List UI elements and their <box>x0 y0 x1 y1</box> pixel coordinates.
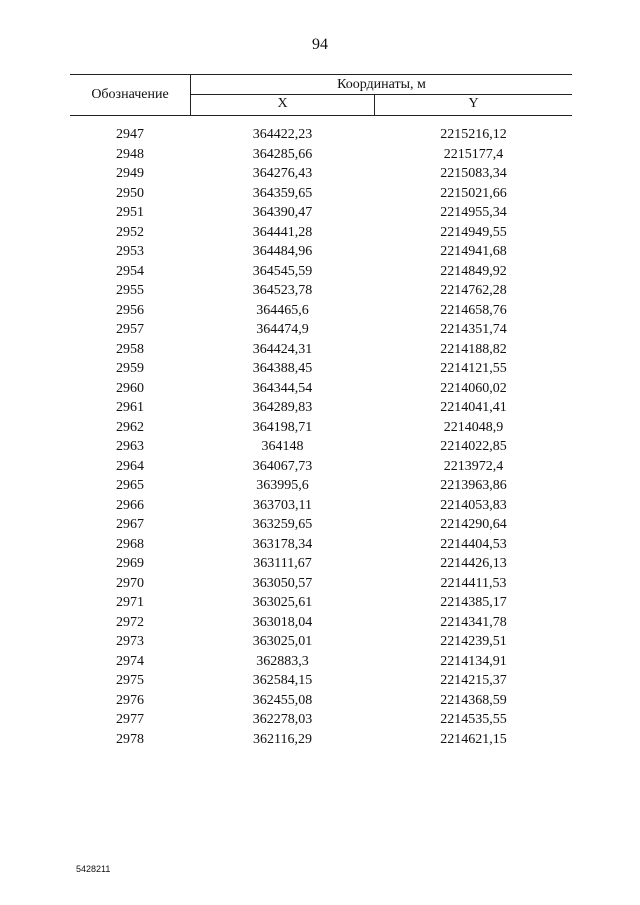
y-coordinate-cell: 2213963,86 <box>440 478 507 493</box>
point-id-cell: 2951 <box>116 205 144 220</box>
x-coordinate-cell: 364067,73 <box>252 458 313 474</box>
table-row <box>70 379 572 399</box>
table-row <box>70 359 572 379</box>
y-coordinate-cell: 2214351,74 <box>440 322 507 337</box>
page-number: 94 <box>312 36 328 53</box>
y-header: Y <box>468 96 479 111</box>
y-coordinate-cell: 2215177,4 <box>443 146 504 162</box>
y-coordinate-cell: 2214121,55 <box>440 361 507 376</box>
x-coordinate-cell: 364359,65 <box>252 185 313 201</box>
table-row <box>70 574 572 594</box>
point-id-cell: 2955 <box>116 283 144 298</box>
table-row <box>70 554 572 574</box>
x-coordinate-cell: 363025,01 <box>252 634 313 649</box>
y-coordinate-cell: 2215216,12 <box>440 127 507 142</box>
table-row <box>70 652 572 672</box>
x-coordinate-cell: 364484,96 <box>252 244 313 259</box>
table-row <box>70 535 572 555</box>
y-coordinate-cell: 2214041,41 <box>440 400 507 415</box>
x-coordinate-cell: 364545,59 <box>252 263 313 279</box>
point-id-cell: 2963 <box>116 439 144 454</box>
y-coordinate-cell: 2214239,51 <box>440 634 507 649</box>
table-row <box>70 437 572 457</box>
coordinates-table-body <box>70 125 572 749</box>
point-id-cell: 2967 <box>116 517 144 532</box>
table-row <box>70 203 572 223</box>
y-coordinate-cell: 2215021,66 <box>440 185 507 201</box>
x-coordinate-cell: 363703,11 <box>253 497 312 513</box>
table-row <box>70 476 572 496</box>
y-coordinate-cell: 2214849,92 <box>440 263 507 279</box>
point-id-cell: 2957 <box>116 322 144 337</box>
table-row <box>70 262 572 282</box>
x-coordinate-cell: 363995,6 <box>256 478 309 493</box>
y-coordinate-cell: 2214941,68 <box>440 244 507 259</box>
point-id-cell: 2948 <box>116 146 144 162</box>
x-coordinate-cell: 362584,15 <box>252 673 313 688</box>
table-row <box>70 710 572 730</box>
point-id-cell: 2956 <box>116 302 144 318</box>
table-row <box>70 320 572 340</box>
y-coordinate-cell: 2214621,15 <box>440 731 507 747</box>
y-coordinate-cell: 2214188,82 <box>440 341 507 357</box>
y-coordinate-cell: 2214060,02 <box>440 380 507 396</box>
y-coordinate-cell: 2215083,34 <box>440 166 507 181</box>
x-coordinate-cell: 364474,9 <box>256 322 309 337</box>
point-id-cell: 2947 <box>116 127 144 142</box>
x-coordinate-cell: 364390,47 <box>252 205 313 220</box>
x-coordinate-cell: 363111,67 <box>253 556 312 571</box>
table-row <box>70 691 572 711</box>
point-id-cell: 2975 <box>116 673 144 688</box>
point-id-cell: 2977 <box>116 712 144 727</box>
x-coordinate-cell: 363018,04 <box>252 614 313 630</box>
table-row <box>70 223 572 243</box>
y-coordinate-cell: 2213972,4 <box>443 458 504 474</box>
x-coordinate-cell: 362455,08 <box>252 692 313 708</box>
point-id-cell: 2959 <box>116 361 144 376</box>
point-id-cell: 2953 <box>116 244 144 259</box>
point-id-cell: 2966 <box>116 497 144 513</box>
point-id-cell: 2976 <box>116 692 144 708</box>
point-id-cell: 2958 <box>116 341 144 357</box>
x-coordinate-cell: 364424,31 <box>252 341 313 357</box>
x-coordinate-cell: 364289,83 <box>252 400 313 415</box>
point-id-cell: 2965 <box>116 478 144 493</box>
table-row <box>70 632 572 652</box>
table-row <box>70 164 572 184</box>
x-coordinate-cell: 364344,54 <box>252 380 313 396</box>
table-row <box>70 593 572 613</box>
y-coordinate-cell: 2214048,9 <box>443 419 504 435</box>
table-header <box>70 74 572 116</box>
coordinates-header: Координаты, м <box>337 77 426 92</box>
document-code: 5428211 <box>76 864 111 874</box>
point-id-cell: 2971 <box>116 595 144 610</box>
y-coordinate-cell: 2214426,13 <box>440 556 507 571</box>
point-id-cell: 2962 <box>116 419 144 435</box>
y-coordinate-cell: 2214134,91 <box>440 653 507 669</box>
x-coordinate-cell: 363050,57 <box>252 575 313 591</box>
point-id-cell: 2973 <box>116 634 144 649</box>
point-id-cell: 2978 <box>116 731 144 747</box>
table-row <box>70 242 572 262</box>
x-coordinate-cell: 364285,66 <box>252 146 313 162</box>
y-coordinate-cell: 2214955,34 <box>440 205 507 220</box>
table-row <box>70 418 572 438</box>
x-coordinate-cell: 362278,03 <box>252 712 313 727</box>
point-id-cell: 2972 <box>116 614 144 630</box>
y-coordinate-cell: 2214022,85 <box>440 439 507 454</box>
point-id-cell: 2961 <box>116 400 144 415</box>
table-row <box>70 125 572 145</box>
table-row <box>70 340 572 360</box>
table-row <box>70 398 572 418</box>
point-id-cell: 2960 <box>116 380 144 396</box>
x-coordinate-cell: 364441,28 <box>252 224 313 240</box>
x-coordinate-cell: 363259,65 <box>252 517 313 532</box>
x-coordinate-cell: 362116,29 <box>253 731 312 747</box>
table-row <box>70 613 572 633</box>
point-id-cell: 2968 <box>116 536 144 552</box>
x-coordinate-cell: 363178,34 <box>252 536 313 552</box>
y-coordinate-cell: 2214535,55 <box>440 712 507 727</box>
x-coordinate-cell: 364148 <box>261 439 304 454</box>
y-coordinate-cell: 2214762,28 <box>440 283 507 298</box>
table-row <box>70 496 572 516</box>
x-coordinate-cell: 364465,6 <box>256 302 309 318</box>
y-coordinate-cell: 2214404,53 <box>440 536 507 552</box>
y-coordinate-cell: 2214658,76 <box>440 302 507 318</box>
point-id-cell: 2949 <box>116 166 144 181</box>
y-coordinate-cell: 2214368,59 <box>440 692 507 708</box>
x-coordinate-cell: 362883,3 <box>256 653 309 669</box>
table-row <box>70 184 572 204</box>
point-id-cell: 2974 <box>116 653 144 669</box>
y-coordinate-cell: 2214341,78 <box>440 614 507 630</box>
table-row <box>70 457 572 477</box>
y-coordinate-cell: 2214949,55 <box>440 224 507 240</box>
y-coordinate-cell: 2214290,64 <box>440 517 507 532</box>
table-row <box>70 281 572 301</box>
table-row <box>70 671 572 691</box>
x-coordinate-cell: 364198,71 <box>252 419 313 435</box>
table-row <box>70 730 572 750</box>
y-coordinate-cell: 2214385,17 <box>440 595 507 610</box>
coordinates-divider <box>191 94 572 95</box>
point-id-cell: 2969 <box>116 556 144 571</box>
x-coordinate-cell: 363025,61 <box>252 595 313 610</box>
point-id-cell: 2964 <box>116 458 144 474</box>
x-coordinate-cell: 364388,45 <box>252 361 313 376</box>
x-header: X <box>277 96 288 111</box>
point-id-cell: 2952 <box>116 224 144 240</box>
x-coordinate-cell: 364523,78 <box>252 283 313 298</box>
table-row <box>70 515 572 535</box>
table-row <box>70 145 572 165</box>
designation-header: Обозначение <box>91 87 169 102</box>
x-coordinate-cell: 364422,23 <box>252 127 313 142</box>
point-id-cell: 2954 <box>116 263 144 279</box>
point-id-cell: 2970 <box>116 575 144 591</box>
x-coordinate-cell: 364276,43 <box>252 166 313 181</box>
table-row <box>70 301 572 321</box>
point-id-cell: 2950 <box>116 185 144 201</box>
y-coordinate-cell: 2214215,37 <box>440 673 507 688</box>
y-coordinate-cell: 2214411,53 <box>440 575 507 591</box>
y-coordinate-cell: 2214053,83 <box>440 497 507 513</box>
